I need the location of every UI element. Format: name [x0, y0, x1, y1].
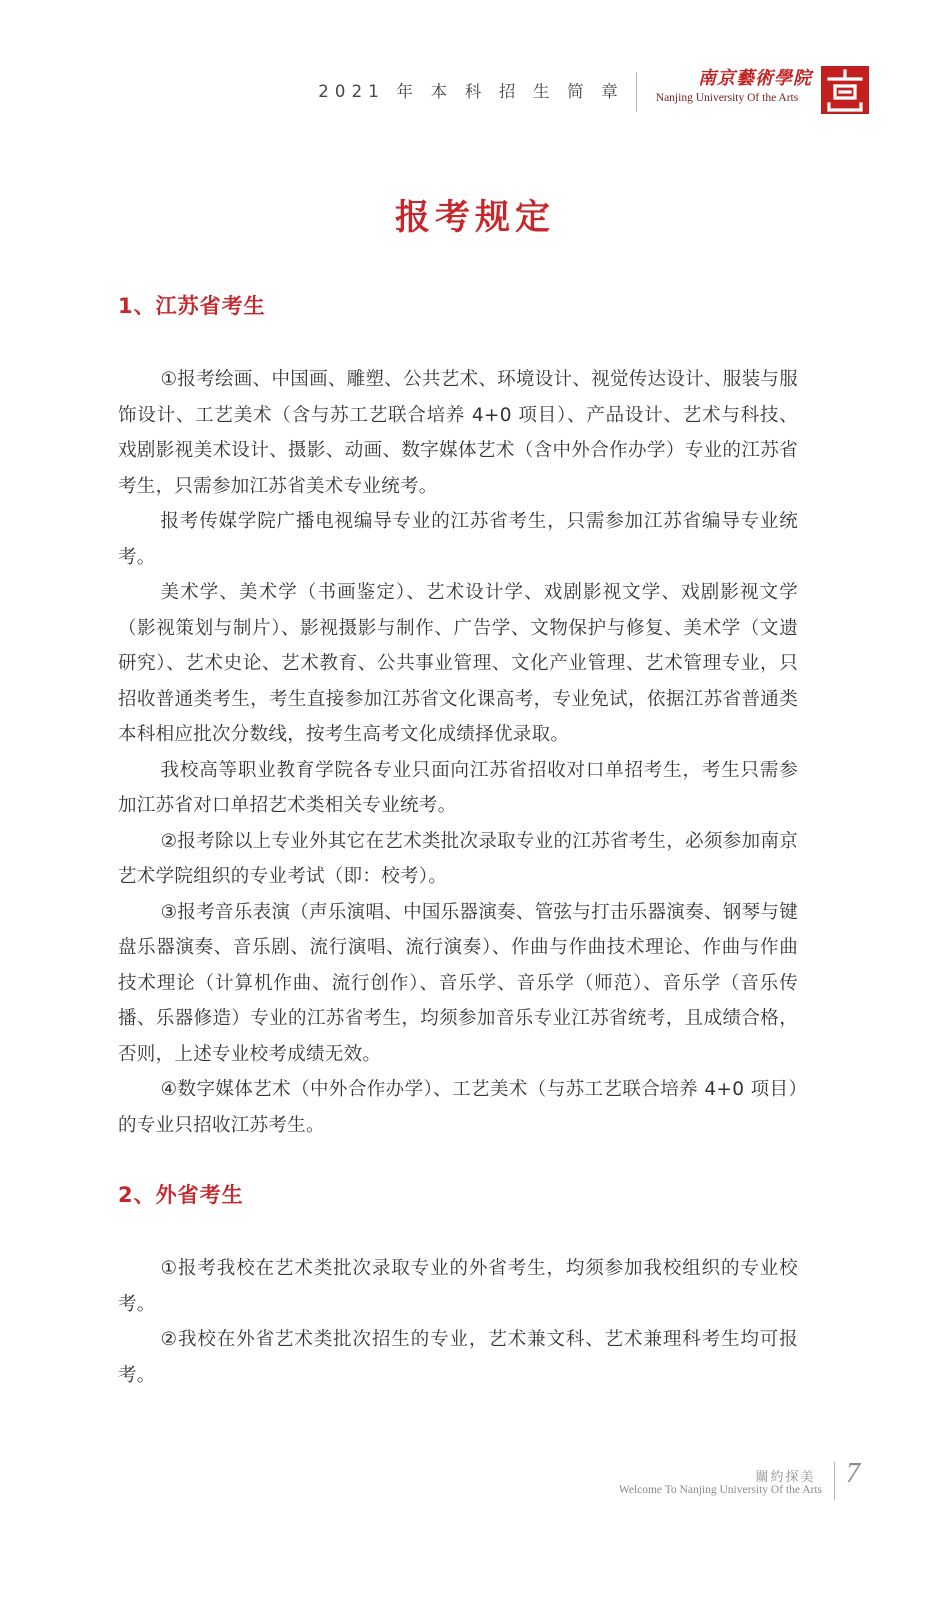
main-content	[118, 288, 798, 1393]
section-heading-jiangsu: 1、江苏省考生	[118, 294, 266, 318]
school-name-en: Nanjing University Of the Arts	[655, 92, 799, 104]
paragraph: ③报考音乐表演（声乐演唱、中国乐器演奏、管弦与打击乐器演奏、钢琴与键盘乐器演奏、音乐剧、流行演唱、流行演奏）、作曲与作曲技术理论、作曲与作曲技术理论（计算机作曲、流行创作）、音乐学、音乐学（师范）、音乐学（音乐传播、乐器修造）专业的江苏省考生，均须参加音乐专业江苏省统考，且成绩合格，否则，上述专业校考成绩无效。	[118, 901, 798, 1065]
paragraph: ②报考除以上专业外其它在艺术类批次录取专业的江苏省考生，必须参加南京艺术学院组织的专业考试（即：校考）。	[118, 830, 798, 887]
paragraph: 美术学、美术学（书画鉴定）、艺术设计学、戏剧影视文学、戏剧影视文学（影视策划与制片）、影视摄影与制作、广告学、文物保护与修复、美术学（文遗研究）、艺术史论、艺术教育、公共事业管理、文化产业管理、艺术管理专业，只招收普通类考生，考生直接参加江苏省文化课高考，专业免试，依据江苏省普通类本科相应批次分数线，按考生高考文化成绩择优录取。	[118, 582, 798, 745]
paragraph: ④数字媒体艺术（中外合作办学）、工艺美术（与苏工艺联合培养 4+0 项目）的专业只招收江苏考生。	[118, 1079, 798, 1136]
section-heading-other-provinces: 2、外省考生	[118, 1183, 244, 1207]
footer-slogan-en: Welcome To Nanjing University Of the Arts	[618, 1484, 822, 1496]
header-divider	[636, 72, 637, 112]
footer-slogan-cn: 關約探美	[755, 1470, 816, 1485]
page-number: 7	[846, 1458, 860, 1489]
paragraph: ①报考绘画、中国画、雕塑、公共艺术、环境设计、视觉传达设计、服装与服饰设计、工艺美术（含与苏工艺联合培养 4+0 项目）、产品设计、艺术与科技、戏剧影视美术设计、摄影、动画、数字媒体艺术（含中外合作办学）专业的江苏省考生，只需参加江苏省美术专业统考。	[118, 369, 798, 497]
school-seal-icon	[821, 66, 869, 114]
page-title: 报考规定	[394, 197, 555, 238]
footer-divider	[834, 1462, 835, 1500]
brochure-title: 2021 年 本 科 招 生 简 章	[318, 82, 624, 101]
school-name-cn: 南京藝術學院	[698, 68, 812, 89]
paragraph: 我校高等职业教育学院各专业只面向江苏省招收对口单招考生，考生只需参加江苏省对口单招艺术类相关专业统考。	[118, 759, 798, 816]
paragraph: ②我校在外省艺术类批次招生的专业，艺术兼文科、艺术兼理科考生均可报考。	[118, 1329, 798, 1386]
paragraph: ①报考我校在艺术类批次录取专业的外省考生，均须参加我校组织的专业校考。	[118, 1258, 798, 1315]
paragraph: 报考传媒学院广播电视编导专业的江苏省考生，只需参加江苏省编导专业统考。	[118, 511, 798, 568]
